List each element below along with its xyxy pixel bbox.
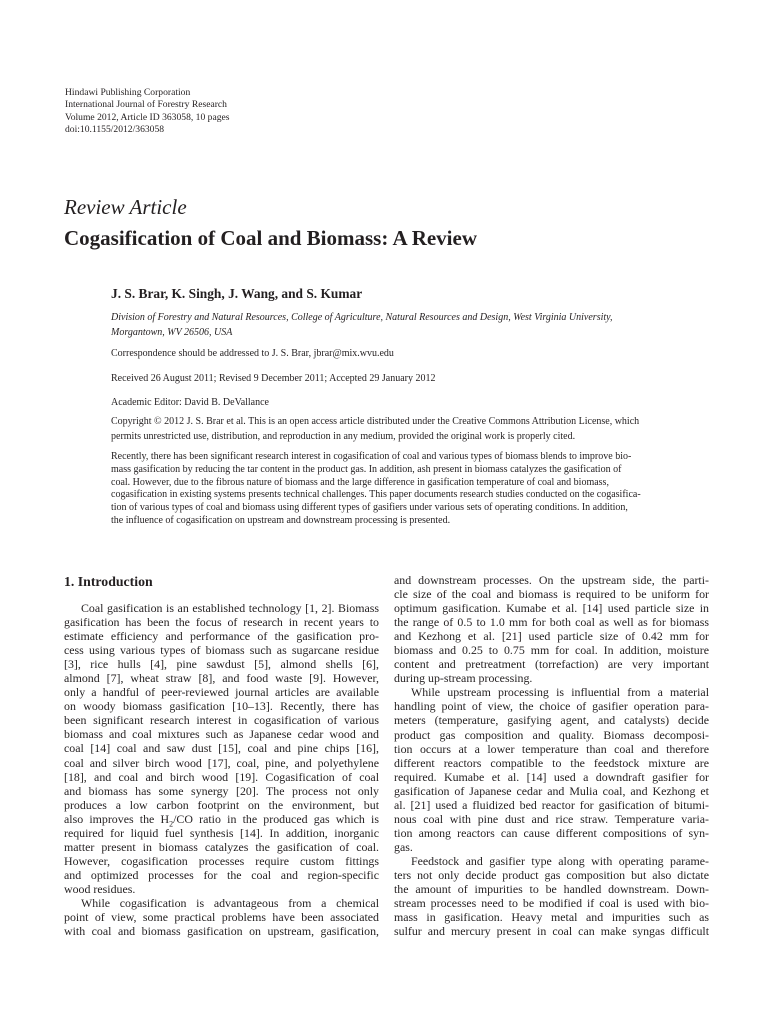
body-line: only a handful of peer-reviewed journal articles are available — [64, 685, 379, 700]
copyright-line: permits unrestricted use, distribution, and reproduction in any medium, provided the original work is properly cited. — [111, 430, 576, 442]
body-line: tion occurs at a lower temperature than coal and therefore — [394, 741, 709, 756]
body-line: al. [21] used a fluidized bed reactor for gasification of bitumi- — [394, 797, 709, 812]
copyright-notice — [111, 415, 705, 444]
body-line: Coal gasification is an established technology [1, 2]. Biomass — [81, 601, 379, 615]
body-line: estimate efficiency and performance of the gasification pro- — [64, 629, 379, 644]
body-line: biomass and coal mixtures such as Japanese cedar wood and — [64, 727, 379, 742]
abstract-line: mass gasification by reducing the tar content in the product gas. In addition, ash present in biomass catalyzes the gasification of — [111, 463, 622, 475]
body-line: While upstream processing is influential from a material — [411, 685, 709, 700]
abstract-line: cogasification in existing systems presents technical challenges. This paper documents research studies conducted on the cogasifica- — [111, 489, 641, 501]
body-line: sulfur and mercury present in coal can make syngas difficult — [394, 924, 709, 939]
body-line: been significant research interest in cogasification of various — [64, 713, 379, 728]
volume-info: Volume 2012, Article ID 363058, 10 pages — [65, 111, 230, 123]
section-heading: 1. Introduction — [64, 574, 153, 589]
publisher-name: Hindawi Publishing Corporation — [65, 87, 191, 98]
body-line: and Kezhong et al. [21] used particle size of 0.42 mm for — [394, 629, 709, 644]
academic-editor: Academic Editor: David B. DeVallance — [111, 397, 269, 408]
body-line: gasification of Japanese cedar and Mulia coal, and Kezhong et — [394, 783, 709, 798]
body-line: different reactors compatible to the feedstock mixture are — [394, 755, 709, 770]
publication-info — [65, 87, 230, 137]
body-line: handling point of view, the choice of gasifier operation para- — [394, 699, 709, 714]
body-line: biomass and 0.25 to 0.75 mm for coal. In addition, moisture — [394, 643, 709, 658]
correspondence: Correspondence should be addressed to J. S. Brar, jbrar@mix.wvu.edu — [111, 348, 394, 359]
body-line: during up-stream processing. — [394, 671, 533, 686]
abstract-line: Recently, there has been significant research interest in cogasification of coal and various types of biomass blends to improve bio- — [111, 451, 632, 462]
body-line: cess using various types of biomass such as sugarcane residue — [64, 643, 379, 658]
affiliation-line: Division of Forestry and Natural Resources, College of Agriculture, Natural Resources and Design, West Virginia University, — [111, 312, 613, 323]
body-line: coal and silver birch wood [17], coal, pine, and polyethylene — [64, 755, 379, 770]
subscript-2: 2 — [169, 819, 174, 829]
body-line: gas. — [394, 839, 413, 854]
author-list: J. S. Brar, K. Singh, J. Wang, and S. Kumar — [111, 286, 363, 301]
left-column — [64, 573, 379, 938]
body-line: stream processes need to be modified if coal is used with bio- — [394, 896, 709, 911]
body-line: [18], and coal and birch wood [19]. Cogasification of coal — [64, 769, 379, 784]
body-line: mass in gasification. Heavy metal and impurities such as — [394, 910, 709, 925]
body-line: content and pretreatment (torrefaction) are very important — [394, 657, 709, 672]
body-line: wood residues. — [64, 881, 136, 896]
body-line: optimum gasification. Kumabe et al. [14] used particle size in — [394, 601, 709, 616]
body-line: required. Kumabe et al. [14] used a downdraft gasifier for — [394, 769, 709, 784]
body-line: produces a low carbon footprint on the environment, but — [64, 797, 379, 812]
body-line: tion among reactors can cause different compositions of syn- — [394, 825, 709, 840]
body-line: [3], rice hulls [4], pine sawdust [5], almond shells [6], — [64, 657, 379, 672]
abstract-line: coal. However, due to the fibrous nature of biomass and the large difference in gasification temperature of coal and biomass, — [111, 476, 609, 488]
body-line: and biomass has some synergy [20]. The process not only — [64, 783, 379, 798]
body-line: with coal and biomass gasification on upstream, gasification, — [64, 924, 379, 939]
body-line: required for liquid fuel synthesis [14]. In addition, inorganic — [64, 825, 379, 840]
body-line: the range of 0.5 to 1.0 mm for both coal as well as for biomass — [394, 615, 709, 630]
abstract — [111, 451, 705, 528]
journal-name: International Journal of Forestry Research — [65, 99, 227, 111]
body-line: almond [7], wheat straw [8], and food waste [9]. However, — [64, 671, 379, 686]
body-line: point of view, some practical problems have been associated — [64, 910, 379, 925]
body-line: product gas composition and quality. Biomass decomposi- — [394, 727, 709, 742]
body-line: meters (temperature, gasifying agent, and catalysts) decide — [394, 713, 709, 728]
copyright-line: Copyright © 2012 J. S. Brar et al. This is an open access article distributed under the Creative Commons Attribution License, which — [111, 416, 640, 427]
body-line: matter present in biomass catalyzes the gasification of coal. — [64, 839, 379, 854]
article-type: Review Article — [64, 195, 187, 219]
abstract-line: tion of various types of coal and biomass using different types of gasifiers under various sets of operating conditions. In addition, — [111, 502, 628, 514]
body-line: ters not only decide product gas composition but also dictate — [394, 867, 709, 882]
body-line: While cogasification is advantageous from a chemical — [81, 895, 379, 910]
body-line: also improves the $H_2/CO$ ratio in the produced gas which is — [64, 811, 379, 829]
body-line: Feedstock and gasifier type along with operating parame- — [411, 853, 709, 868]
abstract-line: the influence of cogasification on upstream and downstream processing is presented. — [111, 514, 451, 526]
body-line: the amount of impurities to be handled downstream. Down- — [394, 882, 709, 897]
body-line: nous coal with pine dust and rice straw. Temperature varia- — [394, 811, 709, 826]
history-dates: Received 26 August 2011; Revised 9 December 2011; Accepted 29 January 2012 — [111, 373, 436, 384]
body-line: coal [14] coal and saw dust [15], coal and pine chips [16], — [64, 741, 379, 756]
doi: doi:10.1155/2012/363058 — [65, 124, 165, 136]
body-line: gasification has been the focus of research in recent years to — [64, 615, 379, 630]
body-line: However, cogasification processes require custom fittings — [64, 853, 379, 868]
body-line: on woody biomass gasification [10–13]. Recently, there has — [64, 699, 379, 714]
body-line: cle size of the coal and biomass is required to be uniform for — [394, 587, 709, 602]
right-column — [394, 573, 709, 938]
affiliation — [111, 311, 705, 340]
affiliation-line: Morgantown, WV 26506, USA — [111, 326, 233, 338]
body-line: and optimized processes for the coal and region-specific — [64, 867, 379, 882]
body-line: and downstream processes. On the upstream side, the parti- — [394, 573, 709, 587]
paper-title: Cogasification of Coal and Biomass: A Review — [64, 226, 478, 250]
